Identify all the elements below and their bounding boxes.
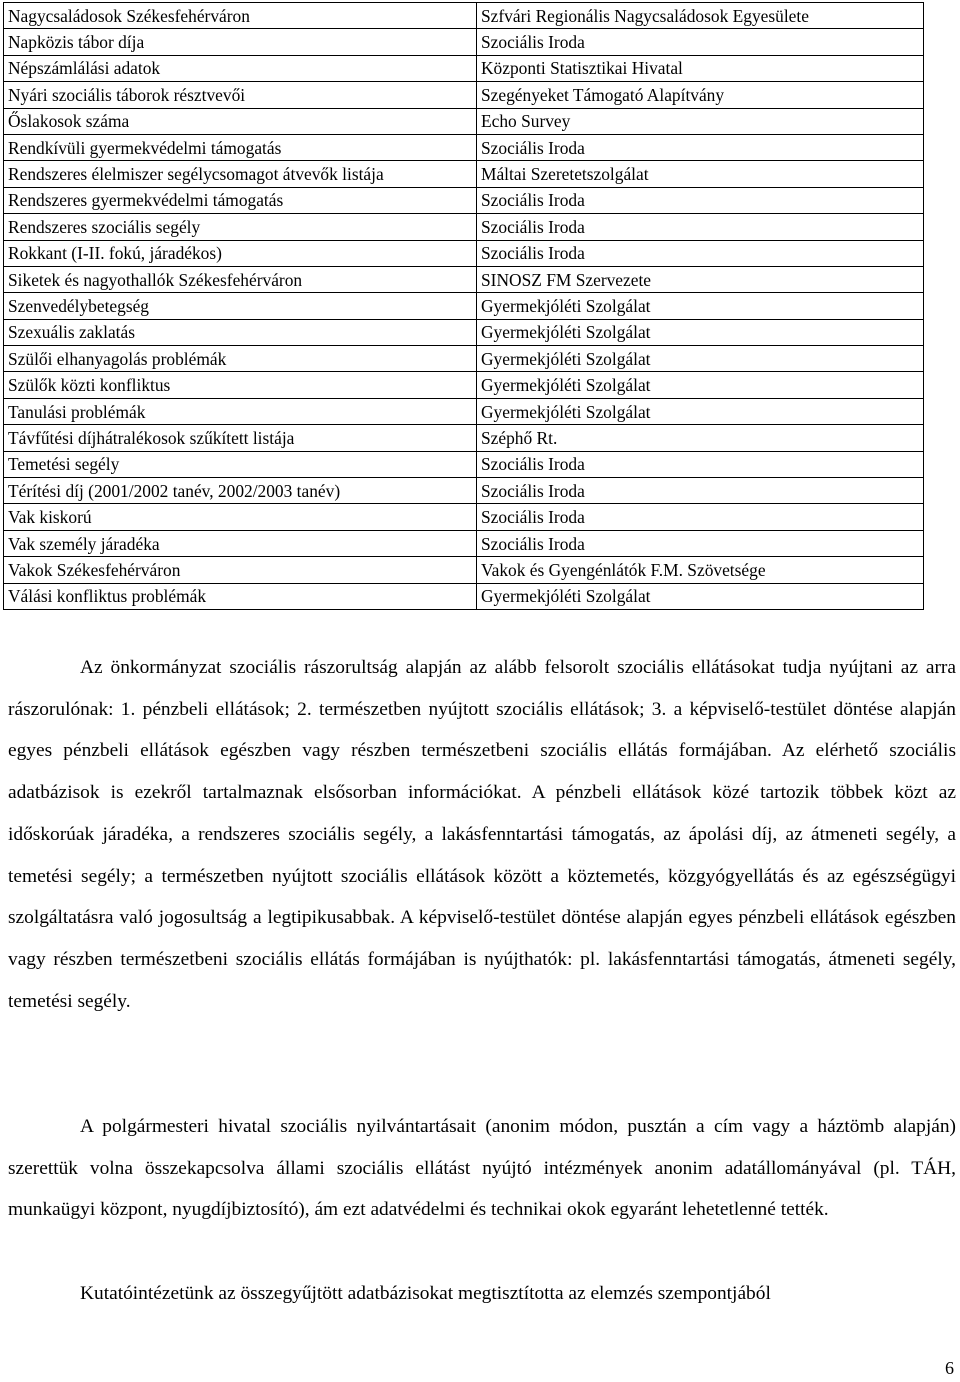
table-row [4, 346, 924, 372]
table-cell-topic: Őslakosok száma [4, 108, 477, 134]
paragraph-mayoral-records: A polgármesteri hivatal szociális nyilvántartásait (anonim módon, pusztán a cím vagy a háztömb alapján) szerettük volna összekapcsolva állami szociális ellátást nyújtó intézmények anonim adatállományával (pl. TÁH, munkaügyi központ, nyugdíjbiztosító), ám ezt adatvédelmi és technikai okok egyaránt lehetetlenné tették. [8, 1116, 956, 1221]
table-cell-topic: Vak személy járadéka [4, 530, 477, 556]
page-number: 6 [945, 1358, 954, 1378]
data-source-table [3, 2, 924, 610]
table-cell-topic: Szülők közti konfliktus [4, 372, 477, 398]
table-row [4, 29, 924, 55]
table-row [4, 478, 924, 504]
table-cell-topic: Siketek és nagyothallók Székesfehérváron [4, 266, 477, 292]
table-cell-source: Gyermekjóléti Szolgálat [477, 372, 924, 398]
table-cell-topic: Rendkívüli gyermekvédelmi támogatás [4, 134, 477, 160]
paragraph-institute: Kutatóintézetünk az összegyűjtött adatbázisokat megtisztította az elemzés szempontjából [80, 1283, 771, 1304]
table-cell-topic: Nyári szociális táborok résztvevői [4, 82, 477, 108]
table-cell-topic: Vakok Székesfehérváron [4, 557, 477, 583]
table-cell-source: Szociális Iroda [477, 134, 924, 160]
table-cell-topic: Napközis tábor díja [4, 29, 477, 55]
table-cell-source: Gyermekjóléti Szolgálat [477, 583, 924, 609]
table-cell-topic: Nagycsaládosok Székesfehérváron [4, 3, 477, 29]
table-cell-topic: Rendszeres élelmiszer segélycsomagot átvevők listája [4, 161, 477, 187]
table-cell-source: Szociális Iroda [477, 530, 924, 556]
table-row [4, 108, 924, 134]
table-row [4, 240, 924, 266]
table-body [4, 3, 924, 610]
table-cell-topic: Vak kiskorú [4, 504, 477, 530]
table-cell-source: Szociális Iroda [477, 29, 924, 55]
table-cell-source: Szociális Iroda [477, 240, 924, 266]
table-row [4, 266, 924, 292]
table-cell-topic: Térítési díj (2001/2002 tanév, 2002/2003 tanév) [4, 478, 477, 504]
table-row [4, 55, 924, 81]
table-cell-topic: Szülői elhanyagolás problémák [4, 346, 477, 372]
table-row [4, 161, 924, 187]
table-row [4, 134, 924, 160]
table-cell-topic: Népszámlálási adatok [4, 55, 477, 81]
table-row [4, 187, 924, 213]
table-row [4, 293, 924, 319]
table-row [4, 451, 924, 477]
table-row [4, 530, 924, 556]
paragraph-social-benefits: Az önkormányzat szociális rászorultság alapján az alább felsorolt szociális ellátásokat tudja nyújtani az arra rászorulónak: 1. pénzbeli ellátások; 2. természetben nyújtott szociális ellátások; 3. a képviselő-testület döntése alapján egyes pénzbeli ellátások egészben vagy részben természetbeni szociális ellátás formájában. Az elérhető szociális adatbázisok is ezekről tartalmaznak elsősorban információkat. A pénzbeli ellátások közé tartozik többek közt az időskorúak járadéka, a rendszeres szociális segély, a lakásfenntartási támogatás, az ápolási díj, az átmeneti segély, a temetési segély; a természetben nyújtott szociális ellátások között a köztemetés, közgyógyellátás és az egészségügyi szolgáltatásra való jogosultság a legtipikusabbak. A képviselő-testület döntése alapján egyes pénzbeli ellátások egészben vagy részben természetbeni szociális ellátás formájában is nyújthatók: pl. lakásfenntartási támogatás, átmeneti segély, temetési segély. [8, 657, 956, 1012]
table-cell-topic: Válási konfliktus problémák [4, 583, 477, 609]
table-cell-source: Gyermekjóléti Szolgálat [477, 346, 924, 372]
table-row [4, 372, 924, 398]
table-cell-topic: Rokkant (I-II. fokú, járadékos) [4, 240, 477, 266]
table-cell-source: Gyermekjóléti Szolgálat [477, 398, 924, 424]
table-cell-topic: Temetési segély [4, 451, 477, 477]
table-cell-source: Széphő Rt. [477, 425, 924, 451]
table-cell-source: Gyermekjóléti Szolgálat [477, 319, 924, 345]
table-row [4, 425, 924, 451]
table-cell-source: Szociális Iroda [477, 504, 924, 530]
table-row [4, 214, 924, 240]
table-row [4, 82, 924, 108]
table-cell-source: Echo Survey [477, 108, 924, 134]
table-row [4, 583, 924, 609]
table-cell-source: Szociális Iroda [477, 451, 924, 477]
table-cell-source: Vakok és Gyengénlátók F.M. Szövetsége [477, 557, 924, 583]
table-cell-source: Szociális Iroda [477, 214, 924, 240]
table-cell-topic: Szenvedélybetegség [4, 293, 477, 319]
table-row [4, 319, 924, 345]
table-cell-source: Máltai Szeretetszolgálat [477, 161, 924, 187]
table-cell-source: Szfvári Regionális Nagycsaládosok Egyesülete [477, 3, 924, 29]
table-cell-source: Központi Statisztikai Hivatal [477, 55, 924, 81]
table-cell-topic: Tanulási problémák [4, 398, 477, 424]
table-cell-topic: Rendszeres szociális segély [4, 214, 477, 240]
table-cell-source: SINOSZ FM Szervezete [477, 266, 924, 292]
table-cell-topic: Szexuális zaklatás [4, 319, 477, 345]
table-cell-source: Szociális Iroda [477, 187, 924, 213]
table-cell-source: Szociális Iroda [477, 478, 924, 504]
table-row [4, 398, 924, 424]
table-cell-topic: Távfűtési díjhátralékosok szűkített listája [4, 425, 477, 451]
table-row [4, 504, 924, 530]
table-row [4, 557, 924, 583]
table-cell-topic: Rendszeres gyermekvédelmi támogatás [4, 187, 477, 213]
table-row [4, 3, 924, 29]
table-cell-source: Szegényeket Támogató Alapítvány [477, 82, 924, 108]
table-cell-source: Gyermekjóléti Szolgálat [477, 293, 924, 319]
